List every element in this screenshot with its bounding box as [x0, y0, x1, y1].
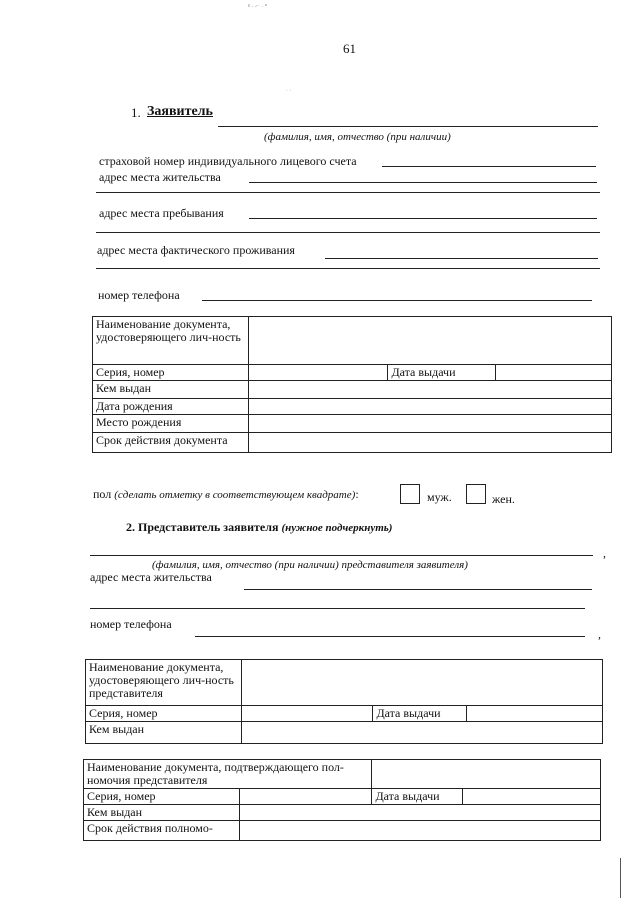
rep-issue-date-cell[interactable]	[467, 706, 603, 722]
section2-number: 2.	[126, 520, 135, 534]
residence-label: адрес места жительства	[99, 170, 221, 184]
rep-phone-label: номер телефона	[90, 617, 172, 631]
stay-address-input-line-2[interactable]	[96, 232, 600, 233]
gender-hint: (сделать отметку в соответствующем квадрате)	[114, 489, 356, 501]
issued-by-cell[interactable]	[248, 381, 611, 399]
table-row	[84, 760, 601, 789]
female-label: жен.	[492, 492, 515, 506]
phone-input-line[interactable]	[202, 300, 592, 301]
doc-name-cell[interactable]	[248, 317, 611, 365]
birth-date-label: Дата рождения	[93, 399, 249, 415]
table-row	[86, 660, 603, 706]
phone-line-comma: ,	[598, 627, 601, 641]
actual-address-label: адрес места фактического проживания	[97, 243, 295, 257]
rep-phone-input-line[interactable]	[195, 636, 585, 637]
scan-edge-mark	[620, 858, 621, 898]
actual-address-input-line[interactable]	[325, 258, 598, 259]
authority-issued-by-label: Кем выдан	[84, 805, 240, 821]
authority-validity-cell[interactable]	[239, 821, 600, 841]
phone-label: номер телефона	[98, 288, 180, 302]
table-row	[86, 706, 603, 722]
gender-colon: :	[355, 487, 359, 501]
validity-cell[interactable]	[248, 433, 611, 453]
section2-title-hint: (нужное подчеркнуть)	[281, 522, 393, 534]
authority-doc-name-cell[interactable]	[372, 760, 601, 789]
identity-document-table	[92, 316, 612, 453]
table-row	[93, 433, 612, 453]
table-row	[84, 821, 601, 841]
authority-issue-date-cell[interactable]	[463, 789, 601, 805]
stay-address-input-line[interactable]	[249, 218, 597, 219]
authority-document-table	[83, 759, 601, 841]
rep-doc-name-cell[interactable]	[241, 660, 602, 706]
rep-issued-by-label: Кем выдан	[86, 722, 242, 744]
authority-series-cell[interactable]	[239, 789, 372, 805]
rep-series-cell[interactable]	[241, 706, 373, 722]
rep-residence-input-line[interactable]	[244, 589, 592, 590]
section2-heading	[126, 520, 392, 535]
table-row	[93, 381, 612, 399]
male-checkbox[interactable]	[400, 484, 420, 504]
section1-number: 1.	[131, 105, 141, 120]
authority-issued-by-cell[interactable]	[239, 805, 600, 821]
doc-name-label: Наименование документа, удостоверяющего лич-ность	[93, 317, 249, 365]
validity-label: Срок действия документа	[93, 433, 249, 453]
gender-label: пол	[93, 487, 112, 501]
actual-address-input-line-2[interactable]	[96, 268, 600, 269]
table-row	[93, 365, 612, 381]
table-row	[93, 317, 612, 365]
applicant-name-line[interactable]	[218, 126, 598, 127]
rep-issue-date-label: Дата выдачи	[373, 706, 467, 722]
table-row	[84, 805, 601, 821]
birth-place-label: Место рождения	[93, 415, 249, 433]
series-cell[interactable]	[248, 365, 388, 381]
rep-residence-input-line-2[interactable]	[90, 608, 585, 609]
authority-issue-date-label: Дата выдачи	[372, 789, 463, 805]
rep-identity-document-table	[85, 659, 603, 744]
name-line-comma: ,	[603, 546, 606, 560]
issue-date-cell[interactable]	[496, 365, 612, 381]
table-row	[86, 722, 603, 744]
representative-name-line[interactable]	[90, 555, 593, 556]
male-label: муж.	[427, 490, 452, 504]
female-checkbox[interactable]	[466, 484, 486, 504]
issued-by-label: Кем выдан	[93, 381, 249, 399]
authority-doc-name-label: Наименование документа, подтверждающего пол-номочия представителя	[84, 760, 372, 789]
rep-issued-by-cell[interactable]	[241, 722, 602, 744]
snils-input-line[interactable]	[382, 166, 596, 167]
rep-residence-label: адрес места жительства	[90, 570, 212, 584]
residence-input-line[interactable]	[249, 182, 597, 183]
snils-label: страховой номер индивидуального лицевого счета	[99, 154, 357, 168]
rep-series-label: Серия, номер	[86, 706, 242, 722]
section2-title: Представитель заявителя	[138, 520, 279, 534]
section1-title: Заявитель	[147, 104, 213, 119]
representative-name-hint: (фамилия, имя, отчество (при наличии) представителя заявителя)	[152, 559, 468, 571]
scan-mark: · ·	[286, 88, 292, 94]
page-number: 61	[343, 41, 356, 56]
residence-input-line-2[interactable]	[96, 192, 600, 193]
series-label: Серия, номер	[93, 365, 249, 381]
birth-place-cell[interactable]	[248, 415, 611, 433]
table-row	[93, 399, 612, 415]
authority-series-label: Серия, номер	[84, 789, 240, 805]
applicant-name-hint: (фамилия, имя, отчество (при наличии)	[264, 131, 451, 143]
birth-date-cell[interactable]	[248, 399, 611, 415]
rep-doc-name-label: Наименование документа, удостоверяющего лич-ность представителя	[86, 660, 242, 706]
gender-line	[93, 487, 359, 502]
table-row	[93, 415, 612, 433]
issue-date-label: Дата выдачи	[388, 365, 496, 381]
authority-validity-label: Срок действия полномо-	[84, 821, 240, 841]
scan-mark: ε . .⌐ . ∘	[248, 3, 268, 9]
stay-address-label: адрес места пребывания	[99, 206, 224, 220]
table-row	[84, 789, 601, 805]
